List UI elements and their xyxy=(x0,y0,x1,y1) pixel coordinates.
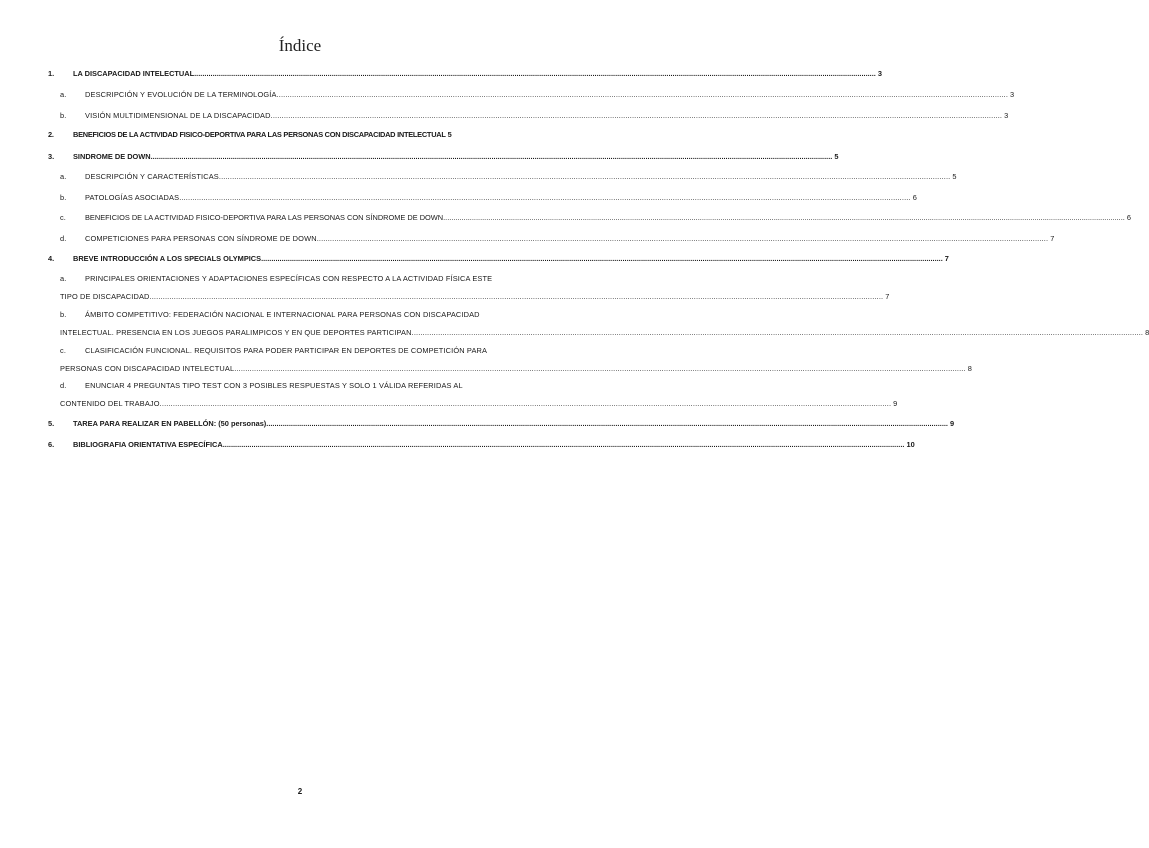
toc-number: b. xyxy=(60,193,67,202)
toc-page: 5 xyxy=(834,152,839,161)
toc-number: a. xyxy=(60,90,67,99)
toc-entry-4c[interactable] xyxy=(60,346,972,374)
toc-title: SINDROME DE DOWN xyxy=(73,152,151,161)
toc-title: ENUNCIAR 4 PREGUNTAS TIPO TEST CON 3 POSIBLES RESPUESTAS Y SOLO 1 VÁLIDA REFERIDAS AL xyxy=(85,381,463,390)
toc-title: COMPETICIONES PARA PERSONAS CON SÍNDROME DE DOWN xyxy=(85,234,317,243)
toc-entry-3c[interactable] xyxy=(60,213,1131,223)
toc-title-line xyxy=(60,310,568,320)
toc-leader xyxy=(266,419,948,429)
toc-entry-4d[interactable] xyxy=(60,381,898,409)
toc-title-line xyxy=(60,346,568,356)
toc-title: TAREA PARA REALIZAR EN PABELLÓN: (50 personas) xyxy=(73,419,267,428)
page-title: Índice xyxy=(278,36,322,55)
toc-entry-1a[interactable] xyxy=(60,90,1015,100)
toc-title-line xyxy=(60,364,972,374)
toc-entry-6[interactable] xyxy=(48,440,915,450)
toc-title: BREVE INTRODUCCIÓN A LOS SPECIALS OLYMPICS xyxy=(73,254,262,263)
page-number: 2 xyxy=(297,787,303,796)
toc-entry-4a[interactable] xyxy=(60,274,890,302)
toc-number: d. xyxy=(60,381,67,390)
toc-number: b. xyxy=(60,111,67,120)
toc-page: 6 xyxy=(912,193,917,202)
toc-title: PATOLOGÍAS ASOCIADAS xyxy=(85,193,180,202)
toc-entry-2[interactable] xyxy=(48,130,568,140)
toc-page: 7 xyxy=(944,254,949,263)
toc-entry-5[interactable] xyxy=(48,419,955,429)
toc-number: d. xyxy=(60,234,67,243)
toc-leader xyxy=(194,69,876,79)
toc-title-line xyxy=(60,399,898,409)
toc-leader xyxy=(271,111,1003,121)
toc-number: 2. xyxy=(48,130,54,139)
toc-leader xyxy=(219,172,951,182)
toc-title: DESCRIPCIÓN Y CARACTERÍSTICAS xyxy=(85,172,219,181)
toc-title: CLASIFICACIÓN FUNCIONAL. REQUISITOS PARA PODER PARTICIPAR EN DEPORTES DE COMPETICIÓN PARA xyxy=(85,346,488,355)
toc-title: PRINCIPALES ORIENTACIONES Y ADAPTACIONES ESPECÍFICAS CON RESPECTO A LA ACTIVIDAD FÍSICA ESTE xyxy=(85,274,493,283)
toc-leader xyxy=(412,328,1144,338)
toc-title: BIBLIOGRAFIA ORIENTATIVA ESPECÍFICA xyxy=(73,440,223,449)
toc-title-cont: INTELECTUAL. PRESENCIA EN LOS JUEGOS PARALIMPICOS Y EN QUE DEPORTES PARTICIPAN xyxy=(60,328,412,337)
toc-page: 7 xyxy=(885,292,890,301)
toc-entry-3d[interactable] xyxy=(60,234,1055,244)
toc-leader xyxy=(160,399,892,409)
toc-title: BENEFICIOS DE LA ACTIVIDAD FISICO-DEPORTIVA PARA LAS PERSONAS CON DISCAPACIDAD INTELECTUAL xyxy=(73,130,446,139)
toc-title-cont: PERSONAS CON DISCAPACIDAD INTELECTUAL xyxy=(60,364,235,373)
toc-title-line xyxy=(60,274,568,284)
toc-page: 3 xyxy=(877,69,882,78)
toc-page: 9 xyxy=(949,419,955,428)
toc-number: b. xyxy=(60,310,67,319)
toc-leader xyxy=(277,90,1009,100)
toc-entry-1[interactable] xyxy=(48,69,882,79)
toc-page: 5 xyxy=(447,130,452,139)
toc-number: a. xyxy=(60,172,67,181)
toc-entry-4[interactable] xyxy=(48,254,949,264)
toc-leader xyxy=(152,292,884,302)
toc-page: 3 xyxy=(1004,111,1009,120)
toc-page: 10 xyxy=(906,440,915,449)
toc-title: DESCRIPCIÓN Y EVOLUCIÓN DE LA TERMINOLOGÍA xyxy=(85,90,277,99)
toc-title-cont: CONTENIDO DEL TRABAJO xyxy=(60,399,160,408)
toc-number: 1. xyxy=(48,69,55,78)
toc-entry-3a[interactable] xyxy=(60,172,957,182)
toc-number: 3. xyxy=(48,152,55,161)
toc-title: VISIÓN MULTIDIMENSIONAL DE LA DISCAPACIDAD xyxy=(85,111,271,120)
toc-number: c. xyxy=(60,213,66,222)
toc-title: LA DISCAPACIDAD INTELECTUAL xyxy=(73,69,195,78)
toc-page: 7 xyxy=(1050,234,1055,243)
toc-entry-3b[interactable] xyxy=(60,193,917,203)
toc-leader xyxy=(443,213,1125,223)
toc-page: 8 xyxy=(967,364,972,373)
toc-page: 6 xyxy=(1126,213,1131,222)
toc-page: 8 xyxy=(1145,328,1149,337)
toc-entry-3[interactable] xyxy=(48,152,839,162)
toc-number: 6. xyxy=(48,440,55,449)
toc-title-line xyxy=(60,292,890,302)
toc-leader xyxy=(179,193,911,203)
toc-title-cont: TIPO DE DISCAPACIDAD. xyxy=(60,292,152,301)
toc-leader xyxy=(261,254,943,264)
toc-title: BENEFICIOS DE LA ACTIVIDAD FISICO-DEPORTIVA PARA LAS PERSONAS CON SÍNDROME DE DOWN xyxy=(85,213,444,222)
toc-title-line xyxy=(60,328,1149,338)
toc-page: 9 xyxy=(893,399,898,408)
toc-number: a. xyxy=(60,274,67,283)
toc-entry-1b[interactable] xyxy=(60,111,1009,121)
toc-leader xyxy=(223,440,905,450)
toc-page: 5 xyxy=(952,172,957,181)
toc-number: 4. xyxy=(48,254,55,263)
toc-number: 5. xyxy=(48,419,55,428)
toc-title: ÁMBITO COMPETITIVO: FEDERACIÓN NACIONAL E INTERNACIONAL PARA PERSONAS CON DISCAPACIDAD xyxy=(85,310,480,319)
toc-leader xyxy=(151,152,833,162)
toc-leader xyxy=(234,364,966,374)
toc-title-line xyxy=(60,381,568,391)
toc-entry-4b[interactable] xyxy=(60,310,1149,338)
toc-number: c. xyxy=(60,346,67,355)
toc-leader xyxy=(317,234,1049,244)
toc-page: 3 xyxy=(1010,90,1015,99)
